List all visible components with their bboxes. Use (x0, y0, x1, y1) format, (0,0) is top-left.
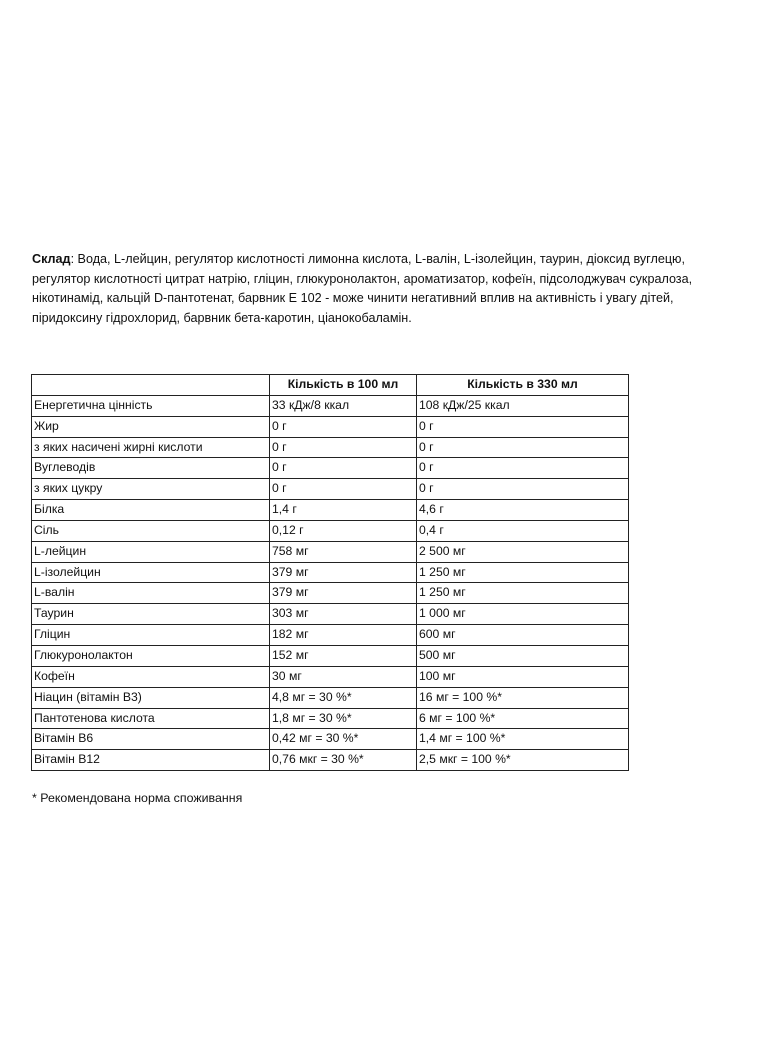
nutrient-name-cell: Пантотенова кислота (32, 708, 270, 729)
table-row (32, 520, 629, 541)
nutrient-name-cell: Таурин (32, 604, 270, 625)
per-100ml-cell: 0,12 г (270, 520, 417, 541)
header-cell-per-330ml: Кількість в 330 мл (417, 375, 629, 396)
per-330ml-cell: 0,4 г (417, 520, 629, 541)
nutrient-name-cell: з яких цукру (32, 479, 270, 500)
nutrient-name-cell: Вітамін В12 (32, 750, 270, 771)
table-row (32, 458, 629, 479)
composition-label: Склад (32, 252, 71, 266)
composition-text: : Вода, L-лейцин, регулятор кислотності лимонна кислота, L-валін, L-ізолейцин, таурин, діоксид вуглецю, регулятор кислотності цитрат натрію, гліцин, глюкуронолактон, ароматизатор, кофеїн, підсолоджувач сукралоза, нікотинамід, кальцій D-пантотенат, барвник Е 102 - може чинити негативний вплив на активність і увагу дітей, піридоксину гідрохлорид, барвник бета-каротин, ціанокобаламін. (32, 252, 693, 325)
per-100ml-cell: 1,4 г (270, 500, 417, 521)
nutrient-name-cell: L-лейцин (32, 541, 270, 562)
per-100ml-cell: 0 г (270, 416, 417, 437)
nutrient-name-cell: Ніацин (вітамін В3) (32, 687, 270, 708)
per-330ml-cell: 2,5 мкг = 100 %* (417, 750, 629, 771)
per-100ml-cell: 379 мг (270, 583, 417, 604)
table-header-row (32, 375, 629, 396)
header-cell-per-100ml: Кількість в 100 мл (270, 375, 417, 396)
table-row (32, 500, 629, 521)
table-row (32, 437, 629, 458)
table-row (32, 625, 629, 646)
per-330ml-cell: 100 мг (417, 666, 629, 687)
table-row (32, 395, 629, 416)
per-330ml-cell: 6 мг = 100 %* (417, 708, 629, 729)
per-100ml-cell: 0 г (270, 479, 417, 500)
composition-paragraph (32, 250, 732, 328)
nutrient-name-cell: Глюкуронолактон (32, 645, 270, 666)
table-row (32, 666, 629, 687)
per-100ml-cell: 182 мг (270, 625, 417, 646)
per-330ml-cell: 1,4 мг = 100 %* (417, 729, 629, 750)
table-row (32, 687, 629, 708)
per-100ml-cell: 379 мг (270, 562, 417, 583)
per-330ml-cell: 108 кДж/25 ккал (417, 395, 629, 416)
per-330ml-cell: 2 500 мг (417, 541, 629, 562)
nutrient-name-cell: Вітамін В6 (32, 729, 270, 750)
nutrient-name-cell: Сіль (32, 520, 270, 541)
per-330ml-cell: 1 250 мг (417, 583, 629, 604)
per-100ml-cell: 0 г (270, 458, 417, 479)
table-row (32, 750, 629, 771)
per-330ml-cell: 16 мг = 100 %* (417, 687, 629, 708)
per-100ml-cell: 758 мг (270, 541, 417, 562)
per-100ml-cell: 0 г (270, 437, 417, 458)
table-row (32, 583, 629, 604)
per-330ml-cell: 4,6 г (417, 500, 629, 521)
nutrient-name-cell: Вуглеводів (32, 458, 270, 479)
nutrient-name-cell: Кофеїн (32, 666, 270, 687)
per-100ml-cell: 30 мг (270, 666, 417, 687)
nutrient-name-cell: з яких насичені жирні кислоти (32, 437, 270, 458)
per-330ml-cell: 0 г (417, 479, 629, 500)
per-330ml-cell: 0 г (417, 437, 629, 458)
nutrient-name-cell: L-ізолейцин (32, 562, 270, 583)
table-row (32, 416, 629, 437)
per-330ml-cell: 1 250 мг (417, 562, 629, 583)
per-100ml-cell: 1,8 мг = 30 %* (270, 708, 417, 729)
table-row (32, 604, 629, 625)
per-100ml-cell: 4,8 мг = 30 %* (270, 687, 417, 708)
table-row (32, 645, 629, 666)
per-330ml-cell: 600 мг (417, 625, 629, 646)
nutrient-name-cell: Енергетична цінність (32, 395, 270, 416)
nutrient-name-cell: L-валін (32, 583, 270, 604)
footnote: * Рекомендована норма споживання (32, 791, 243, 805)
per-100ml-cell: 152 мг (270, 645, 417, 666)
table-row (32, 708, 629, 729)
table-row (32, 729, 629, 750)
header-cell-nutrient (32, 375, 270, 396)
nutrient-name-cell: Жир (32, 416, 270, 437)
nutrient-name-cell: Гліцин (32, 625, 270, 646)
table-row (32, 562, 629, 583)
per-330ml-cell: 0 г (417, 458, 629, 479)
table-row (32, 541, 629, 562)
table-body (32, 395, 629, 770)
per-100ml-cell: 33 кДж/8 ккал (270, 395, 417, 416)
per-100ml-cell: 303 мг (270, 604, 417, 625)
per-330ml-cell: 1 000 мг (417, 604, 629, 625)
table-row (32, 479, 629, 500)
per-100ml-cell: 0,76 мкг = 30 %* (270, 750, 417, 771)
per-330ml-cell: 500 мг (417, 645, 629, 666)
nutrition-table (31, 374, 629, 771)
nutrient-name-cell: Білка (32, 500, 270, 521)
per-100ml-cell: 0,42 мг = 30 %* (270, 729, 417, 750)
per-330ml-cell: 0 г (417, 416, 629, 437)
